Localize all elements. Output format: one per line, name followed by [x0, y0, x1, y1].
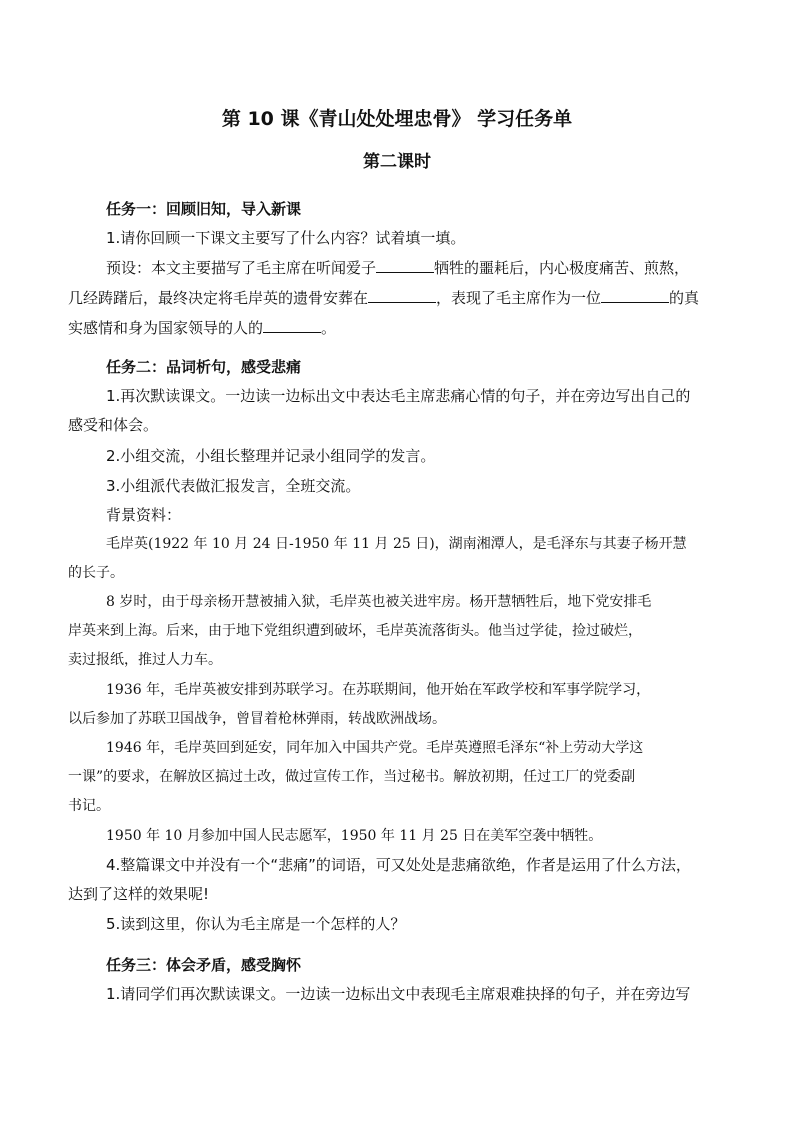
- background-para-5: 1950 年 10 月参加中国人民志愿军，1950 年 11 月 25 日在美军空袭中牺牲。: [106, 828, 603, 844]
- background-para-4-line-3: 书记。: [68, 798, 110, 814]
- task2-question-4-line-2: 达到了这样的效果呢!: [68, 885, 210, 903]
- background-para-1-line-1: 毛岸英(1922 年 10 月 24 日-1950 年 11 月 25 日)，湖南湘潭人，是毛泽东与其妻子杨开慧: [106, 536, 687, 552]
- task3-question-1-line-1: 1.请同学们再次默读课文。一边读一边标出文中表现毛主席艰难抉择的句子，并在旁边写: [106, 985, 691, 1003]
- task1-preset-line-1: [106, 258, 689, 278]
- task1-preset-line-2: [68, 288, 699, 308]
- task1-preset-line-3: [68, 318, 336, 338]
- preset-text-2: 牺牲的噩耗后，内心极度痛苦、煎熬，: [434, 259, 690, 277]
- background-para-4-line-1: 1946 年，毛岸英回到延安，同年加入中国共产党。毛岸英遵照毛泽东“补上劳动大学这: [106, 740, 644, 756]
- preset-text-5: 的真: [669, 289, 700, 307]
- task2-question-4-line-1: 4.整篇课文中并没有一个“悲痛”的词语，可又处处是悲痛欲绝，作者是运用了什么方法，: [106, 856, 691, 874]
- page-title: 第 10 课《青山处处埋忠骨》 学习任务单: [221, 108, 573, 130]
- background-label: 背景资料：: [106, 506, 182, 524]
- task3-heading: 任务三：体会矛盾，感受胸怀: [106, 956, 302, 974]
- background-para-2-line-1: 8 岁时，由于母亲杨开慧被捕入狱，毛岸英也被关进牢房。杨开慧牺牲后，地下党安排毛: [106, 594, 652, 610]
- task2-question-3: 3.小组派代表做汇报发言，全班交流。: [106, 477, 361, 495]
- preset-text-7: 。: [321, 319, 337, 337]
- task1-question-1: 1.请你回顾一下课文主要写了什么内容？试着填一填。: [106, 229, 466, 247]
- task2-question-1-line-2: 感受和体会。: [68, 416, 159, 434]
- fill-blank-1: [376, 258, 434, 273]
- fill-blank-3: [601, 288, 669, 303]
- task2-question-2: 2.小组交流，小组长整理并记录小组同学的发言。: [106, 447, 436, 465]
- task2-heading: 任务二：品词析句，感受悲痛: [106, 358, 302, 376]
- background-para-3-line-1: 1936 年，毛岸英被安排到苏联学习。在苏联期间，他开始在军政学校和军事学院学习，: [106, 682, 651, 698]
- task2-question-1-line-1: 1.再次默读课文。一边读一边标出文中表达毛主席悲痛心情的句子，并在旁边写出自己的: [106, 387, 691, 405]
- background-para-2-line-3: 卖过报纸，推过人力车。: [68, 652, 222, 668]
- preset-text-3: 几经踌躇后，最终决定将毛岸英的遗骨安葬在: [68, 289, 369, 307]
- task2-question-5: 5.读到这里，你认为毛主席是一个怎样的人？: [106, 915, 406, 933]
- background-para-3-line-2: 以后参加了苏联卫国战争，曾冒着枪林弹雨，转战欧洲战场。: [68, 711, 446, 727]
- preset-text-1: 预设：本文主要描写了毛主席在听闻爱子: [106, 259, 377, 277]
- fill-blank-2: [368, 288, 436, 303]
- preset-text-4: ，表现了毛主席作为一位: [436, 289, 602, 307]
- page-subtitle: 第二课时: [363, 152, 431, 172]
- background-para-1-line-2: 的长子。: [68, 565, 124, 581]
- fill-blank-4: [263, 318, 321, 333]
- background-para-4-line-2: 一课”的要求，在解放区搞过土改，做过宣传工作，当过秘书。解放初期，任过工厂的党委副: [68, 769, 636, 785]
- preset-text-6: 实感情和身为国家领导的人的: [68, 319, 264, 337]
- task1-heading: 任务一：回顾旧知，导入新课: [106, 200, 302, 218]
- background-para-2-line-2: 岸英来到上海。后来，由于地下党组织遭到破坏，毛岸英流落街头。他当过学徒，捡过破烂，: [68, 623, 642, 639]
